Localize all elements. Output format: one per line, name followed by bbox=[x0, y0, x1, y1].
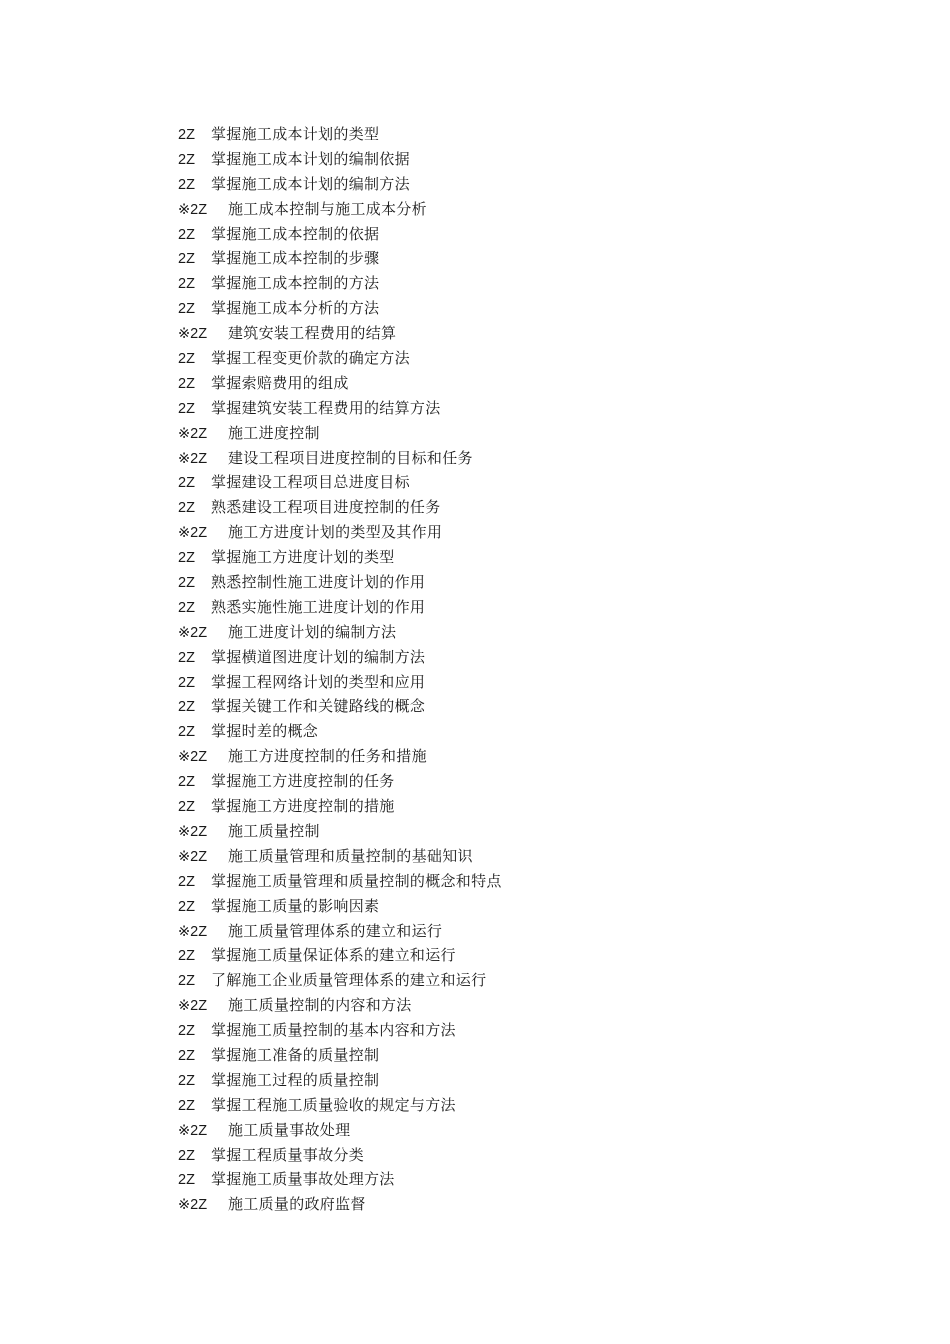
outline-line bbox=[178, 1143, 502, 1168]
item-code: 2Z bbox=[178, 276, 195, 293]
section-title: 施工质量管理和质量控制的基础知识 bbox=[228, 846, 473, 865]
outline-line bbox=[178, 894, 502, 919]
section-code: ※2Z bbox=[178, 525, 208, 542]
item-text: 掌握施工质量的影响因素 bbox=[211, 896, 380, 915]
outline-line bbox=[178, 470, 502, 495]
item-text: 熟悉实施性施工进度计划的作用 bbox=[211, 597, 426, 616]
section-title: 施工进度控制 bbox=[228, 423, 320, 442]
outline-line bbox=[178, 968, 502, 993]
outline-line bbox=[178, 1043, 502, 1068]
section-code: ※2Z bbox=[178, 998, 208, 1015]
section-title: 施工质量的政府监督 bbox=[228, 1195, 366, 1214]
section-code: ※2Z bbox=[178, 425, 208, 442]
outline-line bbox=[178, 670, 502, 695]
section-title: 施工进度计划的编制方法 bbox=[228, 622, 397, 641]
outline-line bbox=[178, 844, 502, 869]
outline-line bbox=[178, 919, 502, 944]
item-code: 2Z bbox=[178, 724, 195, 741]
outline-line bbox=[178, 296, 502, 321]
outline-line bbox=[178, 943, 502, 968]
item-text: 掌握施工成本控制的步骤 bbox=[211, 249, 380, 268]
item-code: 2Z bbox=[178, 599, 195, 616]
outline-line bbox=[178, 421, 502, 446]
section-code: ※2Z bbox=[178, 823, 208, 840]
item-text: 掌握时差的概念 bbox=[211, 722, 319, 741]
outline-line bbox=[178, 321, 502, 346]
outline-line bbox=[178, 1167, 502, 1192]
item-code: 2Z bbox=[178, 176, 195, 193]
outline-line bbox=[178, 197, 502, 222]
item-text: 熟悉控制性施工进度计划的作用 bbox=[211, 573, 426, 592]
item-code: 2Z bbox=[178, 301, 195, 318]
outline-line bbox=[178, 222, 502, 247]
section-code: ※2Z bbox=[178, 1197, 208, 1214]
item-text: 掌握工程变更价款的确定方法 bbox=[211, 349, 410, 368]
outline-line bbox=[178, 446, 502, 471]
outline-line bbox=[178, 172, 502, 197]
outline-line bbox=[178, 246, 502, 271]
item-text: 掌握工程施工质量验收的规定与方法 bbox=[211, 1095, 456, 1114]
item-text: 掌握施工成本计划的编制依据 bbox=[211, 149, 410, 168]
item-code: 2Z bbox=[178, 226, 195, 243]
section-code: ※2Z bbox=[178, 848, 208, 865]
outline-line bbox=[178, 595, 502, 620]
item-text: 掌握施工成本计划的类型 bbox=[211, 125, 380, 143]
section-code: ※2Z bbox=[178, 624, 208, 641]
outline-list bbox=[178, 122, 502, 1217]
item-text: 掌握工程网络计划的类型和应用 bbox=[211, 672, 426, 691]
outline-line bbox=[178, 520, 502, 545]
item-code: 2Z bbox=[178, 898, 195, 915]
outline-line bbox=[178, 346, 502, 371]
item-code: 2Z bbox=[178, 1172, 195, 1189]
outline-line bbox=[178, 1018, 502, 1043]
item-code: 2Z bbox=[178, 251, 195, 268]
section-code: ※2Z bbox=[178, 326, 208, 343]
item-text: 掌握索赔费用的组成 bbox=[211, 373, 349, 392]
item-code: 2Z bbox=[178, 500, 195, 517]
outline-line bbox=[178, 1118, 502, 1143]
section-title: 施工质量控制的内容和方法 bbox=[228, 996, 412, 1015]
section-title: 建筑安装工程费用的结算 bbox=[228, 324, 397, 343]
item-code: 2Z bbox=[178, 699, 195, 716]
section-title: 施工方进度计划的类型及其作用 bbox=[228, 523, 443, 542]
item-code: 2Z bbox=[178, 1147, 195, 1164]
outline-line bbox=[178, 1192, 502, 1217]
item-text: 掌握横道图进度计划的编制方法 bbox=[211, 647, 426, 666]
item-code: 2Z bbox=[178, 873, 195, 890]
item-text: 掌握建设工程项目总进度目标 bbox=[211, 473, 410, 492]
item-text: 掌握施工质量管理和质量控制的概念和特点 bbox=[211, 871, 502, 890]
item-code: 2Z bbox=[178, 948, 195, 965]
item-text: 掌握施工成本控制的方法 bbox=[211, 274, 380, 293]
item-code: 2Z bbox=[178, 151, 195, 168]
item-code: 2Z bbox=[178, 799, 195, 816]
section-title: 施工质量控制 bbox=[228, 821, 320, 840]
item-text: 掌握建筑安装工程费用的结算方法 bbox=[211, 398, 441, 417]
item-code: 2Z bbox=[178, 400, 195, 417]
item-text: 掌握施工方进度计划的类型 bbox=[211, 548, 395, 567]
section-code: ※2Z bbox=[178, 923, 208, 940]
outline-line bbox=[178, 1068, 502, 1093]
outline-line bbox=[178, 645, 502, 670]
item-code: 2Z bbox=[178, 1072, 195, 1089]
item-code: 2Z bbox=[178, 351, 195, 368]
section-code: ※2Z bbox=[178, 450, 208, 467]
section-title: 施工质量事故处理 bbox=[228, 1120, 351, 1139]
outline-line bbox=[178, 147, 502, 172]
item-code: 2Z bbox=[178, 127, 195, 143]
item-text: 掌握施工成本控制的依据 bbox=[211, 224, 380, 243]
item-text: 掌握施工质量保证体系的建立和运行 bbox=[211, 946, 456, 965]
item-code: 2Z bbox=[178, 1023, 195, 1040]
item-text: 掌握施工成本分析的方法 bbox=[211, 299, 380, 318]
outline-line bbox=[178, 1093, 502, 1118]
outline-line bbox=[178, 545, 502, 570]
outline-line bbox=[178, 122, 502, 147]
outline-line bbox=[178, 794, 502, 819]
outline-line bbox=[178, 620, 502, 645]
item-text: 掌握施工成本计划的编制方法 bbox=[211, 174, 410, 193]
outline-line bbox=[178, 819, 502, 844]
item-text: 掌握施工方进度控制的措施 bbox=[211, 797, 395, 816]
item-text: 掌握施工方进度控制的任务 bbox=[211, 772, 395, 791]
item-text: 了解施工企业质量管理体系的建立和运行 bbox=[211, 971, 487, 990]
outline-line bbox=[178, 570, 502, 595]
outline-line bbox=[178, 719, 502, 744]
section-title: 建设工程项目进度控制的目标和任务 bbox=[228, 448, 473, 467]
section-code: ※2Z bbox=[178, 749, 208, 766]
item-code: 2Z bbox=[178, 1097, 195, 1114]
section-title: 施工成本控制与施工成本分析 bbox=[228, 199, 427, 218]
outline-line bbox=[178, 271, 502, 296]
item-text: 掌握施工准备的质量控制 bbox=[211, 1045, 380, 1064]
item-code: 2Z bbox=[178, 575, 195, 592]
item-text: 掌握施工质量事故处理方法 bbox=[211, 1170, 395, 1189]
outline-line bbox=[178, 495, 502, 520]
item-code: 2Z bbox=[178, 674, 195, 691]
item-text: 掌握施工过程的质量控制 bbox=[211, 1070, 380, 1089]
section-title: 施工方进度控制的任务和措施 bbox=[228, 747, 427, 766]
outline-line bbox=[178, 993, 502, 1018]
item-code: 2Z bbox=[178, 774, 195, 791]
section-code: ※2Z bbox=[178, 201, 208, 218]
item-text: 掌握关键工作和关键路线的概念 bbox=[211, 697, 426, 716]
outline-line bbox=[178, 371, 502, 396]
item-code: 2Z bbox=[178, 375, 195, 392]
item-text: 熟悉建设工程项目进度控制的任务 bbox=[211, 498, 441, 517]
outline-line bbox=[178, 744, 502, 769]
outline-line bbox=[178, 769, 502, 794]
item-text: 掌握工程质量事故分类 bbox=[211, 1145, 365, 1164]
outline-line bbox=[178, 694, 502, 719]
item-text: 掌握施工质量控制的基本内容和方法 bbox=[211, 1021, 456, 1040]
item-code: 2Z bbox=[178, 1047, 195, 1064]
section-title: 施工质量管理体系的建立和运行 bbox=[228, 921, 443, 940]
section-code: ※2Z bbox=[178, 1122, 208, 1139]
outline-line bbox=[178, 869, 502, 894]
outline-line bbox=[178, 396, 502, 421]
item-code: 2Z bbox=[178, 475, 195, 492]
item-code: 2Z bbox=[178, 973, 195, 990]
item-code: 2Z bbox=[178, 550, 195, 567]
item-code: 2Z bbox=[178, 649, 195, 666]
